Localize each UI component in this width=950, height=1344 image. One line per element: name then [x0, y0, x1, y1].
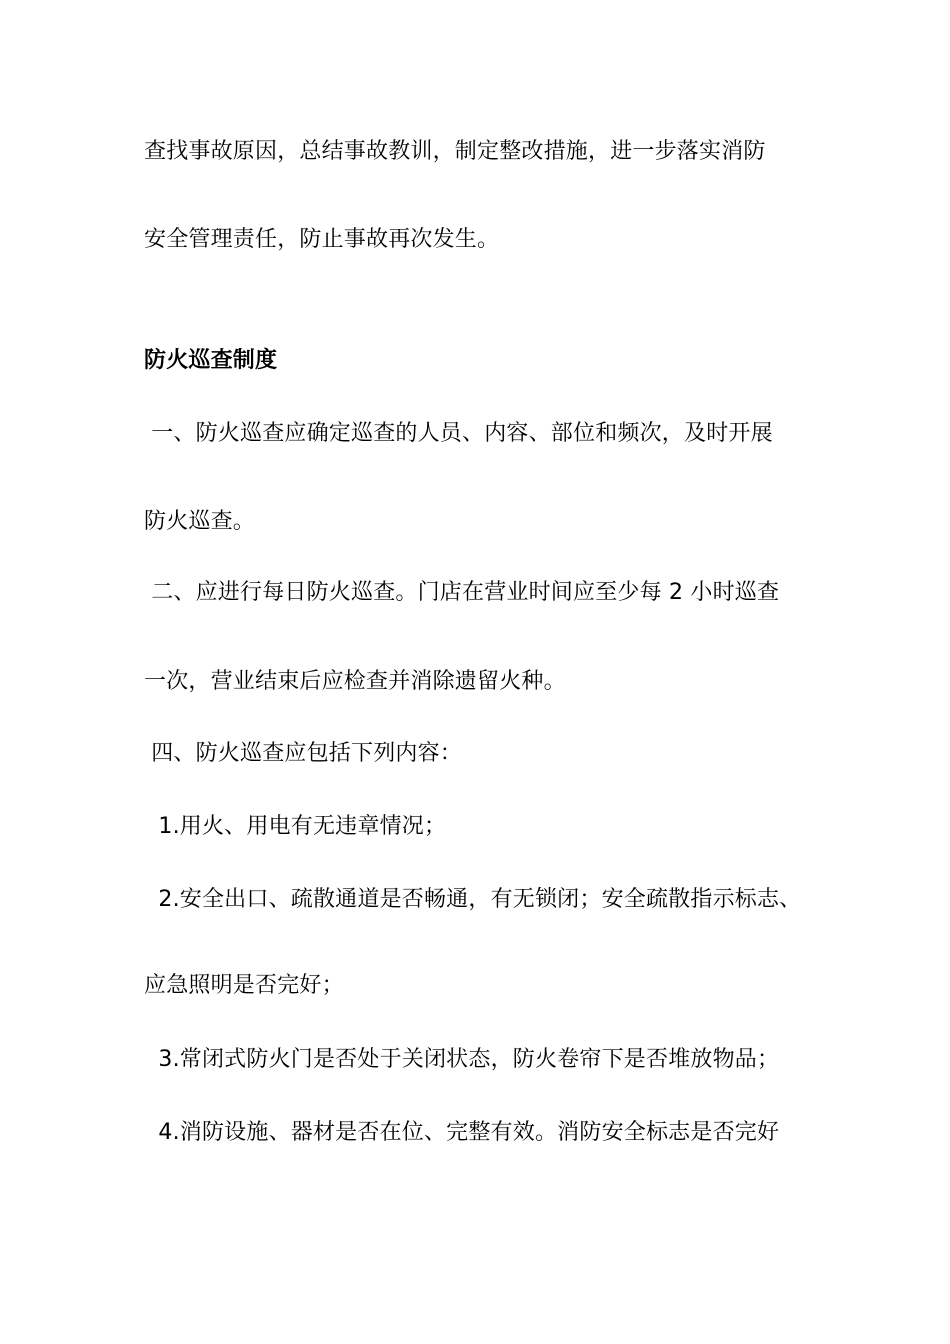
- list-item: 一、防火巡查应确定巡查的人员、内容、部位和频次，及时开展: [144, 421, 773, 446]
- paragraph-line: 安全管理责任，防止事故再次发生。: [144, 227, 500, 252]
- paragraph-line: 应急照明是否完好；: [144, 973, 344, 998]
- list-item: 二、应进行每日防火巡查。门店在营业时间应至少每 2 小时巡查: [144, 580, 780, 605]
- paragraph-line: 防火巡查。: [144, 509, 256, 534]
- paragraph-line: 查找事故原因，总结事故教训，制定整改措施，进一步落实消防: [144, 139, 766, 164]
- paragraph-line: 一次，营业结束后应检查并消除遗留火种。: [144, 669, 566, 694]
- sub-list-item: 3.常闭式防火门是否处于关闭状态，防火卷帘下是否堆放物品；: [144, 1047, 780, 1072]
- sub-list-item: 2.安全出口、疏散通道是否畅通，有无锁闭；安全疏散指示标志、: [144, 887, 802, 912]
- list-item: 四、防火巡查应包括下列内容：: [144, 741, 462, 766]
- sub-list-item: 4.消防设施、器材是否在位、完整有效。消防安全标志是否完好: [144, 1120, 780, 1145]
- sub-list-item: 1.用火、用电有无违章情况；: [144, 814, 447, 839]
- section-heading: 防火巡查制度: [144, 348, 278, 373]
